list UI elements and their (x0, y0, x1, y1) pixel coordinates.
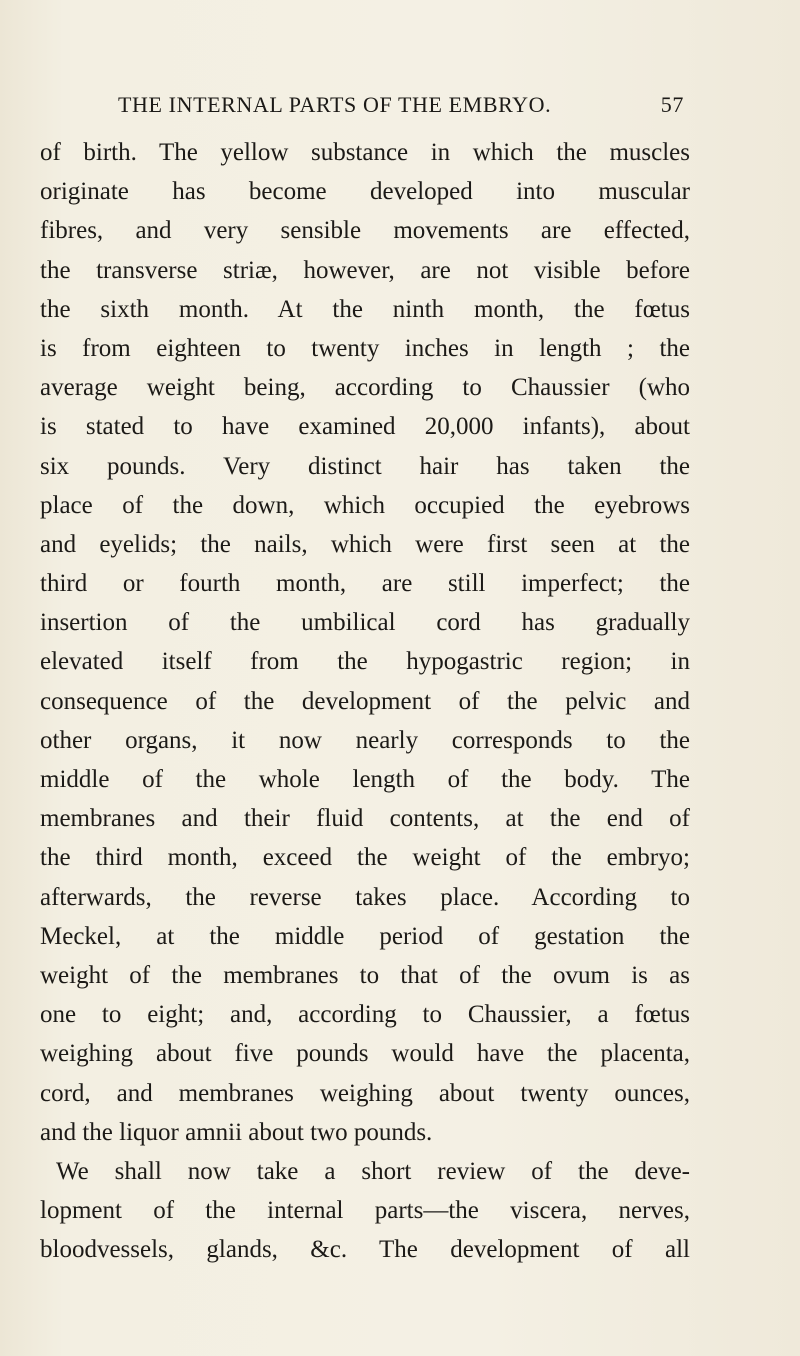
text-line: and eyelids; the nails, which were first seen at the (40, 530, 690, 558)
page-header (118, 92, 684, 122)
text-line: membranes and their fluid contents, at the end of (40, 805, 690, 833)
text-line: weighing about five pounds would have the placenta, (40, 1040, 690, 1068)
text-line: is stated to have examined 20,000 infants), about (40, 413, 690, 441)
text-line: elevated itself from the hypogastric region; in (40, 648, 690, 676)
body-text (40, 133, 690, 1269)
text-line: fibres, and very sensible movements are effected, (40, 217, 690, 245)
text-line: place of the down, which occupied the eyebrows (40, 491, 690, 519)
text-line: of birth. The yellow substance in which the muscles (40, 139, 690, 166)
text-line: the third month, exceed the weight of the embryo; (40, 844, 690, 872)
text-line: insertion of the umbilical cord has gradually (40, 609, 690, 637)
text-line: originate has become developed into muscular (40, 178, 690, 206)
text-line: afterwards, the reverse takes place. According to (40, 883, 690, 911)
text-line: consequence of the development of the pelvic and (40, 687, 690, 715)
text-line: one to eight; and, according to Chaussier, a fœtus (40, 1001, 690, 1029)
text-line: six pounds. Very distinct hair has taken the (40, 452, 690, 480)
text-line: third or fourth month, are still imperfect; the (40, 570, 690, 598)
text-line: the sixth month. At the ninth month, the fœtus (40, 295, 690, 323)
text-line: is from eighteen to twenty inches in length ; the (40, 334, 690, 362)
text-line: cord, and membranes weighing about twenty ounces, (40, 1079, 690, 1107)
text-line: middle of the whole length of the body. The (40, 766, 690, 793)
text-line: the transverse striæ, however, are not visible before (40, 256, 690, 284)
text-line: lopment of the internal parts—the viscera, nerves, (40, 1197, 690, 1225)
text-line: average weight being, according to Chaussier (who (40, 374, 690, 402)
text-line: weight of the membranes to that of the ovum is as (40, 961, 690, 989)
page-number: 57 (660, 92, 684, 117)
text-line: and the liquor amnii about two pounds. (40, 1118, 433, 1146)
running-title: THE INTERNAL PARTS OF THE EMBRYO. (118, 92, 552, 117)
text-line: We shall now take a short review of the deve- (56, 1157, 690, 1185)
text-line: Meckel, at the middle period of gestation the (40, 922, 690, 950)
text-line: other organs, it now nearly corresponds to the (40, 726, 690, 754)
text-line: bloodvessels, glands, &c. The development of all (40, 1236, 690, 1264)
